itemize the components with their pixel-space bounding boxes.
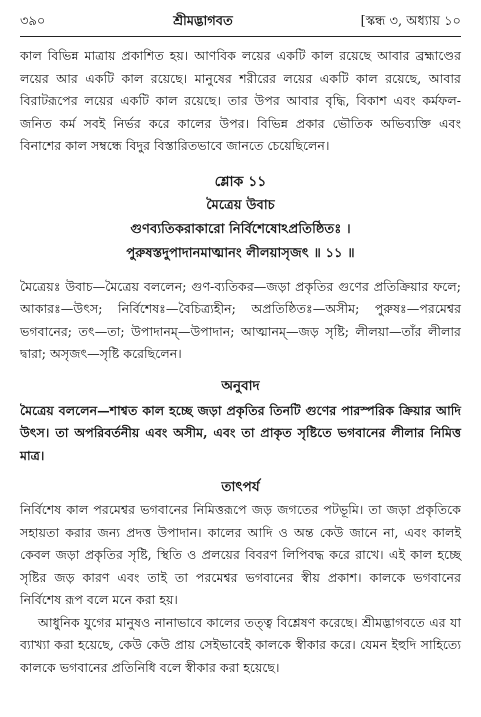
book-title: শ্রীমদ্ভাগবত bbox=[173, 14, 233, 29]
page-number: ৩৯০ bbox=[20, 14, 46, 29]
page-header bbox=[20, 12, 461, 34]
verse-line-2: পুরুষস্তদুপাদানমাত্মানং লীলয়াসৃজৎ ॥ ১১ ॥ bbox=[126, 245, 355, 261]
synonyms-paragraph: মৈত্রেয়ঃ উবাচ—মৈত্রেয় বললেন; গুণ-ব্যতিকর—জড়া প্রকৃতির গুণের প্রতিক্রিয়ার ফলে; আকারঃ—উৎস; নির্বিশেষঃ—বৈচিত্র্যহীন; অপ্রতিষ্ঠিতঃ—অসীম; পুরুষঃ—পরমেশ্বর ভগবানের; তৎ—তা; উপাদানম্—উপাদান; আত্মানম্—জড় সৃষ্টি; লীলয়া—তাঁর লীলার দ্বারা; অসৃজৎ—সৃষ্টি করেছিলেন। bbox=[20, 278, 461, 361]
header-rule bbox=[20, 36, 461, 37]
purport-heading: তাৎপর্য bbox=[221, 479, 260, 495]
verse-title: শ্লোক ১১ bbox=[214, 173, 267, 190]
canto-chapter: [স্কন্ধ ৩, অধ্যায় ১০ bbox=[360, 14, 461, 29]
intro-paragraph: কাল বিভিন্ন মাত্রায় প্রকাশিত হয়। আণবিক লয়ের একটি কাল রয়েছে আবার ব্রহ্মাণ্ডের লয়ের আর একটি কাল রয়েছে। মানুষের শরীরের লয়ের একটি কাল রয়েছে, আবার বিরাটরূপের লয়ের একটি কাল রয়েছে। তার উপর আবার বৃদ্ধি, বিকাশ এবং কর্মফল-জনিত কর্ম সবই নির্ভর করে কালের উপর। বিভিন্ন প্রকার ভৌতিক অভিব্যক্তি এবং বিনাশের কাল সম্বন্ধে বিদুর বিস্তারিতভাবে জানতে চেয়েছিলেন। bbox=[20, 48, 461, 153]
purport-paragraph-2: আধুনিক যুগের মানুষও নানাভাবে কালের তত্ত্ব বিশ্লেষণ করেছে। শ্রীমদ্ভাগবতে এর যা ব্যাখ্যা করা হয়েছে, কেউ কেউ প্রায় সেইভাবেই কালকে স্বীকার করে। যেমন ইহুদি সাহিত্যে কালকে ভগবানের প্রতিনিধি বলে স্বীকার করা হয়েছে। bbox=[20, 614, 461, 675]
verse-line-1: গুণব্যতিকরাকারো নির্বিশেষোঽপ্রতিষ্ঠিতঃ । bbox=[130, 221, 351, 237]
translation-heading: অনুবাদ bbox=[221, 377, 260, 394]
translation-text: মৈত্রেয় বললেন—শাশ্বত কাল হচ্ছে জড়া প্রকৃতির তিনটি গুণের পারস্পরিক ক্রিয়ার আদি উৎস। তা অপরিবর্তনীয় এবং অসীম, এবং তা প্রাকৃত সৃষ্টিতে ভগবানের লীলার নিমিত্ত মাত্র। bbox=[20, 402, 461, 463]
purport-paragraph-1: নির্বিশেষ কাল পরমেশ্বর ভগবানের নিমিত্তরূপে জড় জগতের পটভূমি। তা জড়া প্রকৃতিকে সহায়তা করার জন্য প্রদত্ত উপাদান। কালের আদি ও অন্ত কেউ জানে না, এবং কালই কেবল জড়া প্রকৃতির সৃষ্টি, স্থিতি ও প্রলয়ের বিবরণ লিপিবদ্ধ করে রাখে। এই কাল হচ্ছে সৃষ্টির জড় কারণ এবং তাই তা পরমেশ্বর ভগবানের স্বীয় প্রকাশ। কালকে ভগবানের নির্বিশেষ রূপ বলে মনে করা হয়। bbox=[20, 502, 461, 607]
verse-speaker: মৈত্রেয় উবাচ bbox=[206, 197, 275, 213]
